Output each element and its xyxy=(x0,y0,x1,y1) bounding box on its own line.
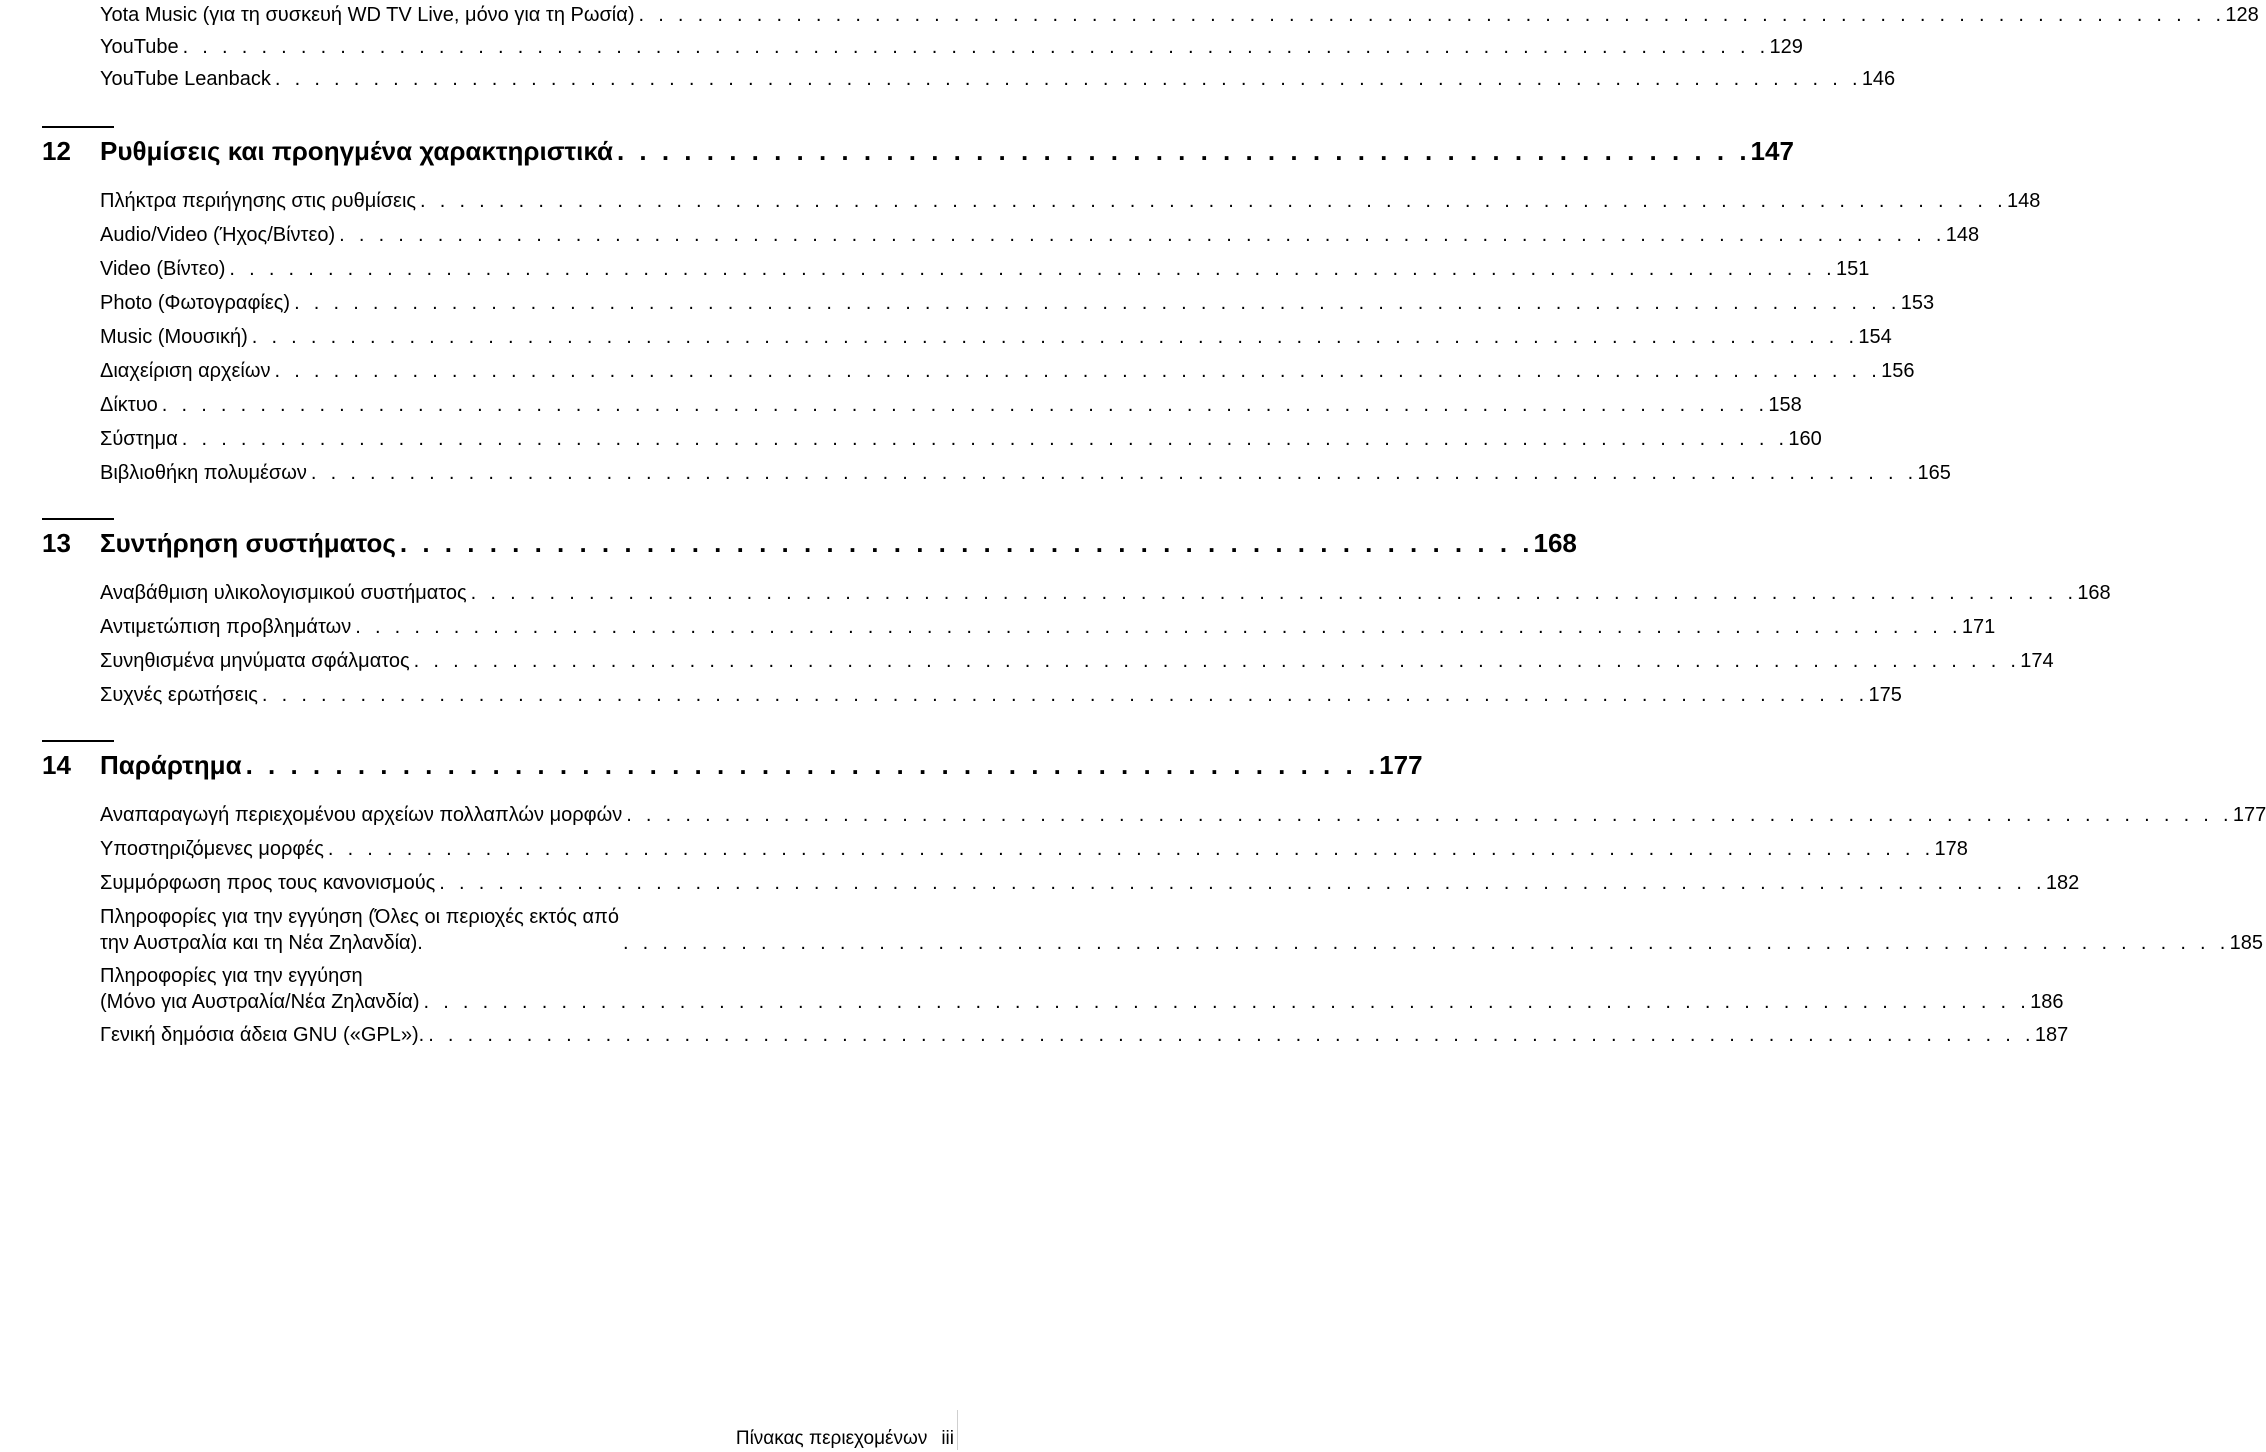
toc-entry-title: Υποστηριζόμενες μορφές xyxy=(100,838,324,860)
toc-entry-title: Photo (Φωτογραφίες) xyxy=(100,292,291,314)
chapter-title: Συντήρηση συστήματος xyxy=(100,528,396,558)
dot-leader: . . . . . . . . . . . . . . . . . . . . . . . . . . . . . . . . . . . . . . . . . . . . . . . . . . . . . . . . . . . . . . . . . . . . . . . . . . . . . . . . . . xyxy=(161,394,1769,416)
toc-entry-page: 174 xyxy=(2020,650,2054,672)
dot-leader: . . . . . . . . . . . . . . . . . . . . . . . . . . . . . . . . . . . . . . . . . . . . . . . . . . . . . . . . . . . . . . . . . . . . . . . . . . . . . . . . . . xyxy=(229,258,1837,280)
toc-entry[interactable] xyxy=(100,836,1968,862)
toc-entry-page: 156 xyxy=(1881,360,1915,382)
dot-leader: . . . . . . . . . . . . . . . . . . . . . . . . . . . . . . . . . . . . . . . . . . . . . . . . . . . . . . . . . . . . . . . . . . . . . . . . . . . . . . . . . xyxy=(274,68,1862,90)
toc-entry-title: Πλήκτρα περιήγησης στις ρυθμίσεις xyxy=(100,190,417,212)
dot-leader: . . . . . . . . . . . . . . . . . . . . . . . . . . . . . . . . . . . . . . . . . . . . . . . . . . . xyxy=(399,528,1534,558)
toc-entry[interactable] xyxy=(100,648,2054,674)
chapter-heading[interactable] xyxy=(42,136,1794,166)
toc-entry-title: Σύστημα xyxy=(100,428,178,450)
dot-leader: . . . . . . . . . . . . . . . . . . . . . . . . . . . . . . . . . . . . . . . . . . . . . . . . . . . . . . . . . . . . . . . . . . . . . . . . . . . . . . . . . . xyxy=(261,684,1869,706)
toc-entry-title: YouTube xyxy=(100,36,179,58)
toc-entry[interactable] xyxy=(100,426,1822,452)
toc-entry-page: 165 xyxy=(1917,462,1951,484)
toc-entry-page: 160 xyxy=(1788,428,1822,450)
footer-label: Πίνακας περιεχομένων xyxy=(735,1428,928,1449)
toc-entry-page: 177 xyxy=(2232,804,2266,826)
toc-entry-title-line: την Αυστραλία και τη Νέα Ζηλανδία). xyxy=(100,932,423,954)
chapter-number: 14 xyxy=(42,750,71,780)
toc-entry[interactable] xyxy=(100,682,1902,708)
toc-entry[interactable] xyxy=(100,2,2259,28)
toc-entry[interactable] xyxy=(100,66,1896,92)
toc-entry-title: YouTube Leanback xyxy=(100,68,271,90)
toc-entry[interactable] xyxy=(100,34,1803,60)
toc-entry-title xyxy=(100,963,423,1015)
toc-entry-page: 178 xyxy=(1934,838,1968,860)
chapter-rule xyxy=(42,740,114,742)
toc-entry-page: 153 xyxy=(1900,292,1935,314)
page-footer xyxy=(736,1428,954,1450)
toc-entry[interactable] xyxy=(100,290,1935,316)
toc-entry[interactable] xyxy=(100,1022,2069,1048)
dot-leader: . . . . . . . . . . . . . . . . . . . . . . . . . . . . . . . . . . . . . . . . . . . . . . . . . . . . . . . . . . . . . . . . . . . . . . . . . . . . . . . . . . xyxy=(439,872,2046,894)
toc-entry-title: Audio/Video (Ήχος/Βίντεο) xyxy=(100,224,336,246)
toc-entry-page: 129 xyxy=(1769,36,1803,58)
toc-entry-title: Music (Μουσική) xyxy=(100,326,248,348)
toc-entry-page: 186 xyxy=(2030,991,2064,1013)
toc-entry[interactable] xyxy=(100,324,1892,350)
toc-entry-title: Διαχείριση αρχείων xyxy=(100,360,271,382)
toc-entry-page: 185 xyxy=(2229,932,2263,954)
chapter-page: 147 xyxy=(1750,136,1794,166)
chapter-page: 177 xyxy=(1379,750,1423,780)
dot-leader: . . . . . . . . . . . . . . . . . . . . . . . . . . . . . . . . . . . . . . . . . . . . . . . . . . . . . . . . . . . . . . . . . . . . . . . . . . . . . . . . . . xyxy=(626,804,2233,826)
chapter-number: 13 xyxy=(42,528,71,558)
toc-entry-title: Yota Music (για τη συσκευή WD TV Live, μόνο για τη Ρωσία) xyxy=(100,4,635,26)
dot-leader: . . . . . . . . . . . . . . . . . . . . . . . . . . . . . . . . . . . . . . . . . . . . . . . . . . . xyxy=(245,750,1380,780)
dot-leader: . . . . . . . . . . . . . . . . . . . . . . . . . . . . . . . . . . . . . . . . . . . . . . . . . . . . . . . . . . . . . . . . . . . . . . . . . . . . . . . . . . xyxy=(327,838,1935,860)
chapter-heading[interactable] xyxy=(42,750,1423,780)
dot-leader: . . . . . . . . . . . . . . . . . . . . . . . . . . . . . . . . . . . . . . . . . . . . . . . . . . . . . . . . . . . . . . . . . . . . . . . . . . . . . . . . . . xyxy=(423,991,2031,1013)
toc-entry-title-line: (Μόνο για Αυστραλία/Νέα Ζηλανδία) xyxy=(100,991,420,1013)
chapter-rule xyxy=(42,126,114,128)
toc-entry[interactable] xyxy=(100,802,2266,828)
chapter-title: Παράρτημα xyxy=(100,750,242,780)
dot-leader: . . . . . . . . . . . . . . . . . . . . . . . . . . . . . . . . . . . . . . . . . . . . . . . . . . . . . . . . . . . . . . . . . . . . . . . . . . . . . . . . . . xyxy=(251,326,1859,348)
dot-leader: . . . . . . . . . . . . . . . . . . . . . . . . . . . . . . . . . . . . . . . . . . . . . . . . . . . . . . . . . . . . . . . . . . . . . . . . . . . . . . . . . xyxy=(420,190,2007,212)
toc-entry-page: 168 xyxy=(2077,582,2111,604)
toc-entry-page: 175 xyxy=(1868,684,1902,706)
toc-entry-title xyxy=(100,904,623,956)
chapter-title: Ρυθμίσεις και προηγμένα χαρακτηριστικά xyxy=(100,136,613,166)
chapter-heading[interactable] xyxy=(42,528,1577,558)
toc-entry[interactable] xyxy=(100,460,1951,486)
toc-entry[interactable] xyxy=(100,904,2263,956)
toc-entry-title: Συχνές ερωτήσεις xyxy=(100,684,258,706)
toc-entry-title-line: Πληροφορίες για την εγγύηση xyxy=(100,965,363,987)
dot-leader: . . . . . . . . . . . . . . . . . . . . . . . . . . . . . . . . . . . . . . . . . . . . . . . . . . . . . . . . . . . . . . . . . . . . . . . . . . . . . . . . . . xyxy=(622,932,2230,954)
dot-leader: . . . . . . . . . . . . . . . . . . . . . . . . . . . . . . . . . . . . . . . . . . . . . . . . . . . . . . . . . . . . . . . . . . . . . . . . . . . . . . . . . . xyxy=(428,1024,2035,1046)
toc-entry-title: Αναπαραγωγή περιεχομένου αρχείων πολλαπλών μορφών xyxy=(100,804,623,826)
toc-entry-page: 148 xyxy=(1945,224,1980,246)
toc-entry-page: 154 xyxy=(1858,326,1892,348)
dot-leader: . . . . . . . . . . . . . . . . . . . . . . . . . . . . . . . . . . . . . . . . . . . . . . . . . . . . . . . . . . . . . . . . . . . . . . . . . . . . . . . . . . xyxy=(274,360,1882,382)
toc-entry[interactable] xyxy=(100,358,1915,384)
footer-divider xyxy=(957,1410,958,1450)
toc-entry-title-line: Πληροφορίες για την εγγύηση (Όλες οι περιοχές εκτός από xyxy=(100,906,619,928)
footer-page-number: iii xyxy=(941,1428,954,1449)
toc-entry[interactable] xyxy=(100,580,2111,606)
dot-leader: . . . . . . . . . . . . . . . . . . . . . . . . . . . . . . . . . . . . . . . . . . . . . . . . . . . . . . . . . . . . . . . . . . . . . . . . . . . . . . . . . . xyxy=(294,292,1901,314)
dot-leader: . . . . . . . . . . . . . . . . . . . . . . . . . . . . . . . . . . . . . . . . . . . . . . . . . . . . . . . . . . . . . . . . . . . . . . . . . . . . . . . . . . xyxy=(181,428,1789,450)
toc-entry[interactable] xyxy=(100,222,1980,248)
toc-entry-title: Συμμόρφωση προς τους κανονισμούς xyxy=(100,872,436,894)
toc-entry-title: Δίκτυο xyxy=(100,394,158,416)
toc-entry-page: 187 xyxy=(2034,1024,2069,1046)
dot-leader: . . . . . . . . . . . . . . . . . . . . . . . . . . . . . . . . . . . . . . . . . . . . . . . . . . . . . . . . . . . . . . . . . . . . . . . . . . . . . . . . . . xyxy=(339,224,1946,246)
toc-entry[interactable] xyxy=(100,188,2041,214)
toc-entry-title: Συνηθισμένα μηνύματα σφάλματος xyxy=(100,650,410,672)
chapter-rule xyxy=(42,518,114,520)
toc-entry-page: 151 xyxy=(1836,258,1870,280)
toc-entry-title: Video (Βίντεο) xyxy=(100,258,226,280)
toc-entry-title: Βιβλιοθήκη πολυμέσων xyxy=(100,462,307,484)
toc-entry-page: 182 xyxy=(2045,872,2080,894)
dot-leader: . . . . . . . . . . . . . . . . . . . . . . . . . . . . . . . . . . . . . . . . . . . . . . . . . . . . . . . . . . . . . . . . . . . . . . . . . . . . . . . . . xyxy=(638,4,2226,26)
dot-leader: . . . . . . . . . . . . . . . . . . . . . . . . . . . . . . . . . . . . . . . . . . . . . . . . . . . . . . . . . . . . . . . . . . . . . . . . . . . . . . . . . . xyxy=(310,462,1918,484)
dot-leader: . . . . . . . . . . . . . . . . . . . . . . . . . . . . . . . . . . . . . . . . . . . . . . . . . . . . . . . . . . . . . . . . . . . . . . . . . . . . . . . . . xyxy=(182,36,1770,58)
toc-entry-page: 146 xyxy=(1861,68,1896,90)
toc-entry-page: 128 xyxy=(2225,4,2259,26)
dot-leader: . . . . . . . . . . . . . . . . . . . . . . . . . . . . . . . . . . . . . . . . . . . . . . . . . . . . . . . . . . . . . . . . . . . . . . . . . . . . . . . . . . xyxy=(470,582,2078,604)
dot-leader: . . . . . . . . . . . . . . . . . . . . . . . . . . . . . . . . . . . . . . . . . . . . . . . . . . . . . . . . . . . . . . . . . . . . . . . . . . . . . . . . . . xyxy=(413,650,2021,672)
toc-entry-page: 171 xyxy=(1961,616,1996,638)
chapter-page: 168 xyxy=(1533,528,1577,558)
toc-entry[interactable] xyxy=(100,256,1870,282)
toc-entry-title: Αναβάθμιση υλικολογισμικού συστήματος xyxy=(100,582,467,604)
dot-leader: . . . . . . . . . . . . . . . . . . . . . . . . . . . . . . . . . . . . . . . . . . . . . . . . . . . . . . . . . . . . . . . . . . . . . . . . . . . . . . . . . . xyxy=(355,616,1962,638)
toc-entry[interactable] xyxy=(100,392,1802,418)
toc-entry-page: 158 xyxy=(1768,394,1802,416)
dot-leader: . . . . . . . . . . . . . . . . . . . . . . . . . . . . . . . . . . . . . . . . . . . . . . . . . . . xyxy=(616,136,1751,166)
toc-entry-title: Γενική δημόσια άδεια GNU («GPL»). xyxy=(100,1024,425,1046)
chapter-number: 12 xyxy=(42,136,71,166)
toc-entry[interactable] xyxy=(100,870,2080,896)
toc-entry-page: 148 xyxy=(2006,190,2041,212)
toc-entry-title: Αντιμετώπιση προβλημάτων xyxy=(100,616,352,638)
toc-entry[interactable] xyxy=(100,614,1996,640)
toc-entry[interactable] xyxy=(100,963,2064,1015)
